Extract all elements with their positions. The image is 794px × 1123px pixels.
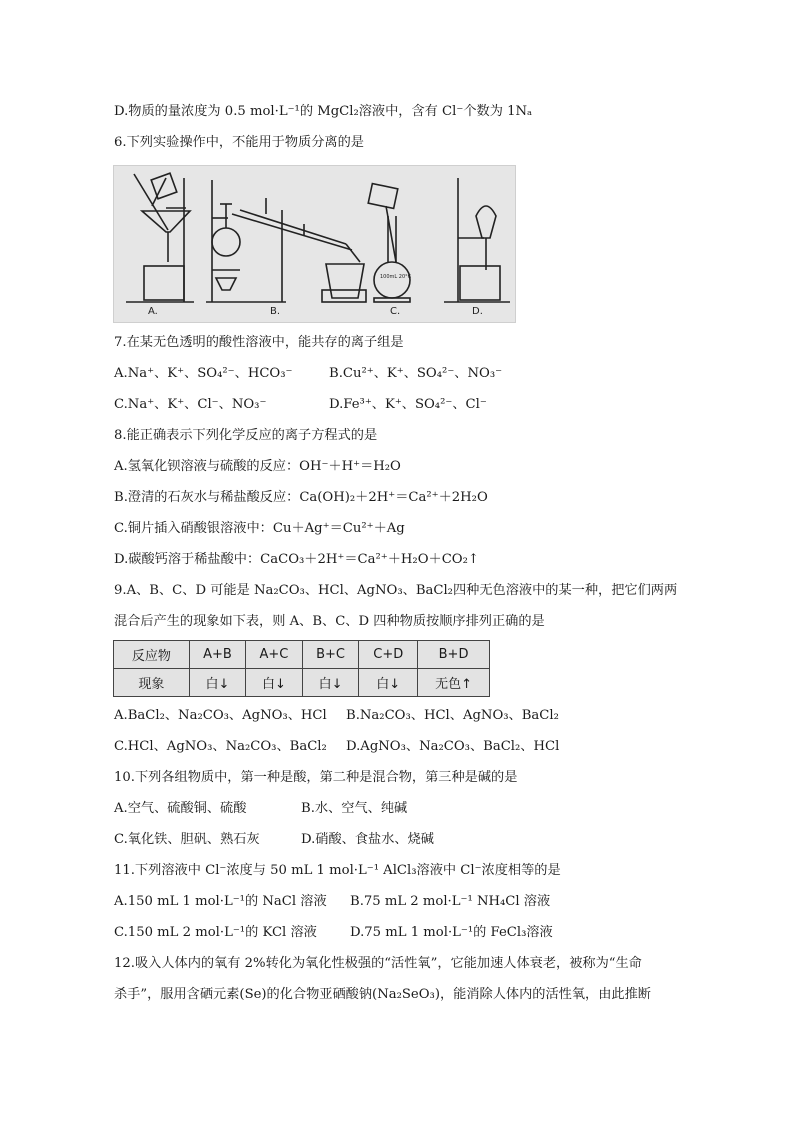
q11-option-c: C.150 mL 2 mol·L⁻¹的 KCl 溶液 bbox=[114, 925, 317, 940]
table-cell: 白↓ bbox=[359, 669, 418, 697]
q11-option-a: A.150 mL 1 mol·L⁻¹的 NaCl 溶液 bbox=[114, 894, 327, 909]
q7-option-d: D.Fe³⁺、K⁺、SO₄²⁻、Cl⁻ bbox=[329, 397, 487, 412]
figure-label-b: B. bbox=[270, 306, 281, 317]
table-row bbox=[114, 669, 490, 697]
q9-stem-line1: 9.A、B、C、D 可能是 Na₂CO₃、HCl、AgNO₃、BaCl₂四种无色溶液中的某一种，把它们两两 bbox=[114, 583, 678, 598]
q8-option-d: D.碳酸钙溶于稀盐酸中：CaCO₃＋2H⁺＝Ca²⁺＋H₂O＋CO₂↑ bbox=[114, 552, 479, 567]
table-cell: B+C bbox=[302, 641, 359, 669]
q8-option-c: C.铜片插入硝酸银溶液中：Cu＋Ag⁺＝Cu²⁺＋Ag bbox=[114, 521, 405, 536]
q8-option-a: A.氢氧化钡溶液与硫酸的反应：OH⁻＋H⁺＝H₂O bbox=[114, 459, 401, 474]
q8-option-b: B.澄清的石灰水与稀盐酸反应：Ca(OH)₂＋2H⁺＝Ca²⁺＋2H₂O bbox=[114, 490, 488, 505]
table-cell: B+D bbox=[418, 641, 490, 669]
q6-stem: 6.下列实验操作中，不能用于物质分离的是 bbox=[114, 135, 364, 150]
table-cell: 反应物 bbox=[114, 641, 190, 669]
q10-option-b: B.水、空气、纯碱 bbox=[301, 801, 408, 816]
table-cell: A+C bbox=[246, 641, 303, 669]
table-cell: A+B bbox=[189, 641, 245, 669]
q7-option-c: C.Na⁺、K⁺、Cl⁻、NO₃⁻ bbox=[114, 397, 267, 412]
q7-option-b: B.Cu²⁺、K⁺、SO₄²⁻、NO₃⁻ bbox=[329, 366, 503, 381]
q11-stem: 11.下列溶液中 Cl⁻浓度与 50 mL 1 mol·L⁻¹ AlCl₃溶液中 Cl⁻浓度相等的是 bbox=[114, 863, 561, 878]
q12-stem-line2: 杀手”，服用含硒元素(Se)的化合物亚硒酸钠(Na₂SeO₃)，能消除人体内的活性氧，由此推断 bbox=[114, 987, 651, 1002]
q12-stem-line1: 12.吸入人体内的氧有 2%转化为氧化性极强的“活性氧”，它能加速人体衰老，被称为“生命 bbox=[114, 956, 642, 971]
figure-label-d: D. bbox=[472, 306, 483, 317]
q10-stem: 10.下列各组物质中，第一种是酸，第二种是混合物，第三种是碱的是 bbox=[114, 770, 518, 785]
q10-option-d: D.硝酸、食盐水、烧碱 bbox=[301, 832, 434, 847]
table-cell: 白↓ bbox=[246, 669, 303, 697]
q9-option-b: B.Na₂CO₃、HCl、AgNO₃、BaCl₂ bbox=[346, 708, 559, 723]
figure-label-a: A. bbox=[148, 306, 158, 317]
table-cell: 现象 bbox=[114, 669, 190, 697]
q9-option-a: A.BaCl₂、Na₂CO₃、AgNO₃、HCl bbox=[114, 708, 327, 723]
q7-stem: 7.在某无色透明的酸性溶液中，能共存的离子组是 bbox=[114, 335, 404, 350]
q11-option-d: D.75 mL 1 mol·L⁻¹的 FeCl₃溶液 bbox=[350, 925, 553, 940]
apparatus-drawing bbox=[114, 166, 515, 322]
table-cell: 白↓ bbox=[189, 669, 245, 697]
table-header-row bbox=[114, 641, 490, 669]
q9-stem-line2: 混合后产生的现象如下表，则 A、B、C、D 四种物质按顺序排列正确的是 bbox=[114, 614, 545, 629]
table-cell: C+D bbox=[359, 641, 418, 669]
reaction-table bbox=[113, 640, 490, 697]
q11-option-b: B.75 mL 2 mol·L⁻¹ NH₄Cl 溶液 bbox=[350, 894, 551, 909]
figure-label-c: C. bbox=[390, 306, 401, 317]
flask-mark: 100mL 20°C bbox=[380, 274, 412, 280]
apparatus-figure bbox=[113, 165, 516, 323]
q7-option-a: A.Na⁺、K⁺、SO₄²⁻、HCO₃⁻ bbox=[114, 366, 293, 381]
q10-option-c: C.氧化铁、胆矾、熟石灰 bbox=[114, 832, 260, 847]
q9-option-c: C.HCl、AgNO₃、Na₂CO₃、BaCl₂ bbox=[114, 739, 327, 754]
q9-option-d: D.AgNO₃、Na₂CO₃、BaCl₂、HCl bbox=[346, 739, 560, 754]
table-cell: 白↓ bbox=[302, 669, 359, 697]
q10-option-a: A.空气、硫酸铜、硫酸 bbox=[114, 801, 247, 816]
table-cell: 无色↑ bbox=[418, 669, 490, 697]
q8-stem: 8.能正确表示下列化学反应的离子方程式的是 bbox=[114, 428, 378, 443]
q5-option-d: D.物质的量浓度为 0.5 mol·L⁻¹的 MgCl₂溶液中，含有 Cl⁻个数为 1Nₐ bbox=[114, 104, 533, 119]
